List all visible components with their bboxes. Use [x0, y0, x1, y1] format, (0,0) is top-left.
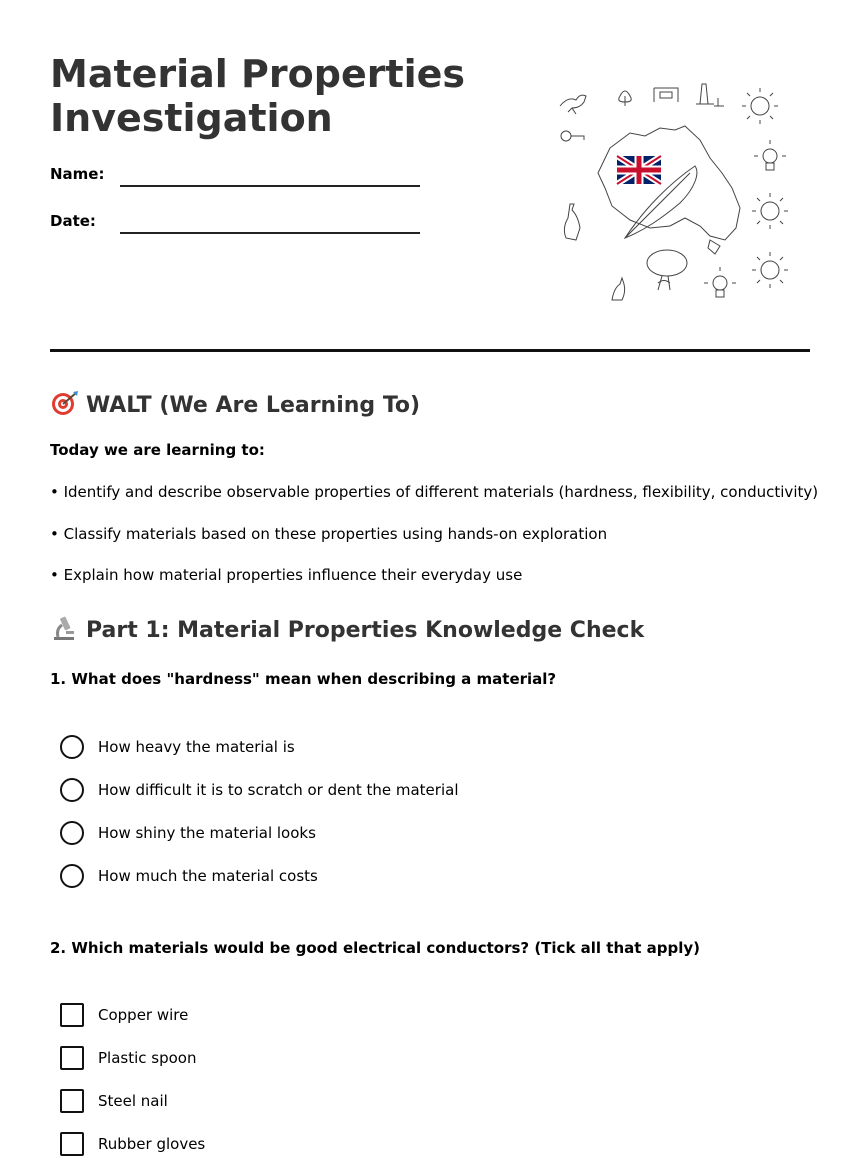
date-label: Date: [50, 212, 96, 230]
date-field[interactable] [120, 232, 420, 234]
q2-option-4-label: Rubber gloves [98, 1135, 206, 1153]
australia-materials-illustration [550, 78, 790, 308]
q1-option-2-label: How difficult it is to scratch or dent the material [98, 781, 459, 799]
key-icon [561, 131, 571, 141]
desk-icon [654, 88, 678, 102]
q2-option-1[interactable] [60, 1004, 660, 1030]
q2-option-3[interactable] [60, 1090, 660, 1116]
tree-icon [619, 91, 631, 106]
title-line-1: Material Properties [50, 52, 466, 96]
sun-icon-3 [752, 252, 788, 288]
name-label: Name: [50, 165, 105, 183]
lightbulb-icon [754, 140, 786, 170]
page-title [50, 52, 490, 140]
q1-option-3[interactable] [60, 822, 660, 848]
q2-option-2[interactable] [60, 1047, 660, 1073]
q2-option-3-label: Steel nail [98, 1092, 168, 1110]
q1-option-1-label: How heavy the material is [98, 738, 295, 756]
walt-heading [50, 390, 420, 420]
q1-option-1[interactable] [60, 736, 660, 762]
walt-bullet-1: • Identify and describe observable properties of different materials (hardness, flexibility, conductivity) [50, 483, 819, 501]
union-jack-flag-icon [617, 156, 661, 184]
lighthouse-icon [696, 84, 724, 106]
radio-button[interactable] [60, 821, 84, 845]
microscope-icon [50, 615, 80, 641]
sun-icon-2 [752, 193, 788, 229]
target-icon [50, 390, 80, 416]
radio-button[interactable] [60, 735, 84, 759]
q1-option-3-label: How shiny the material looks [98, 824, 316, 842]
kangaroo-icon-2 [564, 204, 580, 240]
walt-bullet-3: • Explain how material properties influence their everyday use [50, 566, 523, 584]
walt-heading-text: WALT (We Are Learning To) [86, 393, 421, 418]
radio-button[interactable] [60, 864, 84, 888]
part1-heading [50, 615, 644, 645]
speech-bubble-icon [647, 250, 687, 276]
q2-option-4[interactable] [60, 1133, 660, 1159]
date-field-row [50, 212, 430, 242]
q1-option-4[interactable] [60, 865, 660, 891]
question-2: 2. Which materials would be good electrical conductors? (Tick all that apply) [50, 939, 701, 957]
radio-button[interactable] [60, 778, 84, 802]
checkbox[interactable] [60, 1003, 84, 1027]
sun-icon [742, 88, 778, 124]
part1-heading-text: Part 1: Material Properties Knowledge Check [86, 618, 645, 643]
kangaroo-icon-3 [612, 278, 625, 300]
checkbox[interactable] [60, 1089, 84, 1113]
question-1: 1. What does "hardness" mean when describing a material? [50, 670, 557, 688]
name-field-row [50, 165, 430, 195]
kangaroo-icon [560, 95, 586, 114]
walt-intro: Today we are learning to: [50, 441, 265, 459]
q1-option-2[interactable] [60, 779, 660, 805]
q2-option-2-label: Plastic spoon [98, 1049, 197, 1067]
lightbulb-icon-2 [704, 267, 736, 297]
walt-bullet-2: • Classify materials based on these properties using hands-on exploration [50, 525, 608, 543]
checkbox[interactable] [60, 1046, 84, 1070]
name-field[interactable] [120, 185, 420, 187]
title-line-2: Investigation [50, 96, 333, 140]
q2-option-1-label: Copper wire [98, 1006, 189, 1024]
header-divider [50, 349, 810, 352]
checkbox[interactable] [60, 1132, 84, 1156]
q1-option-4-label: How much the material costs [98, 867, 318, 885]
